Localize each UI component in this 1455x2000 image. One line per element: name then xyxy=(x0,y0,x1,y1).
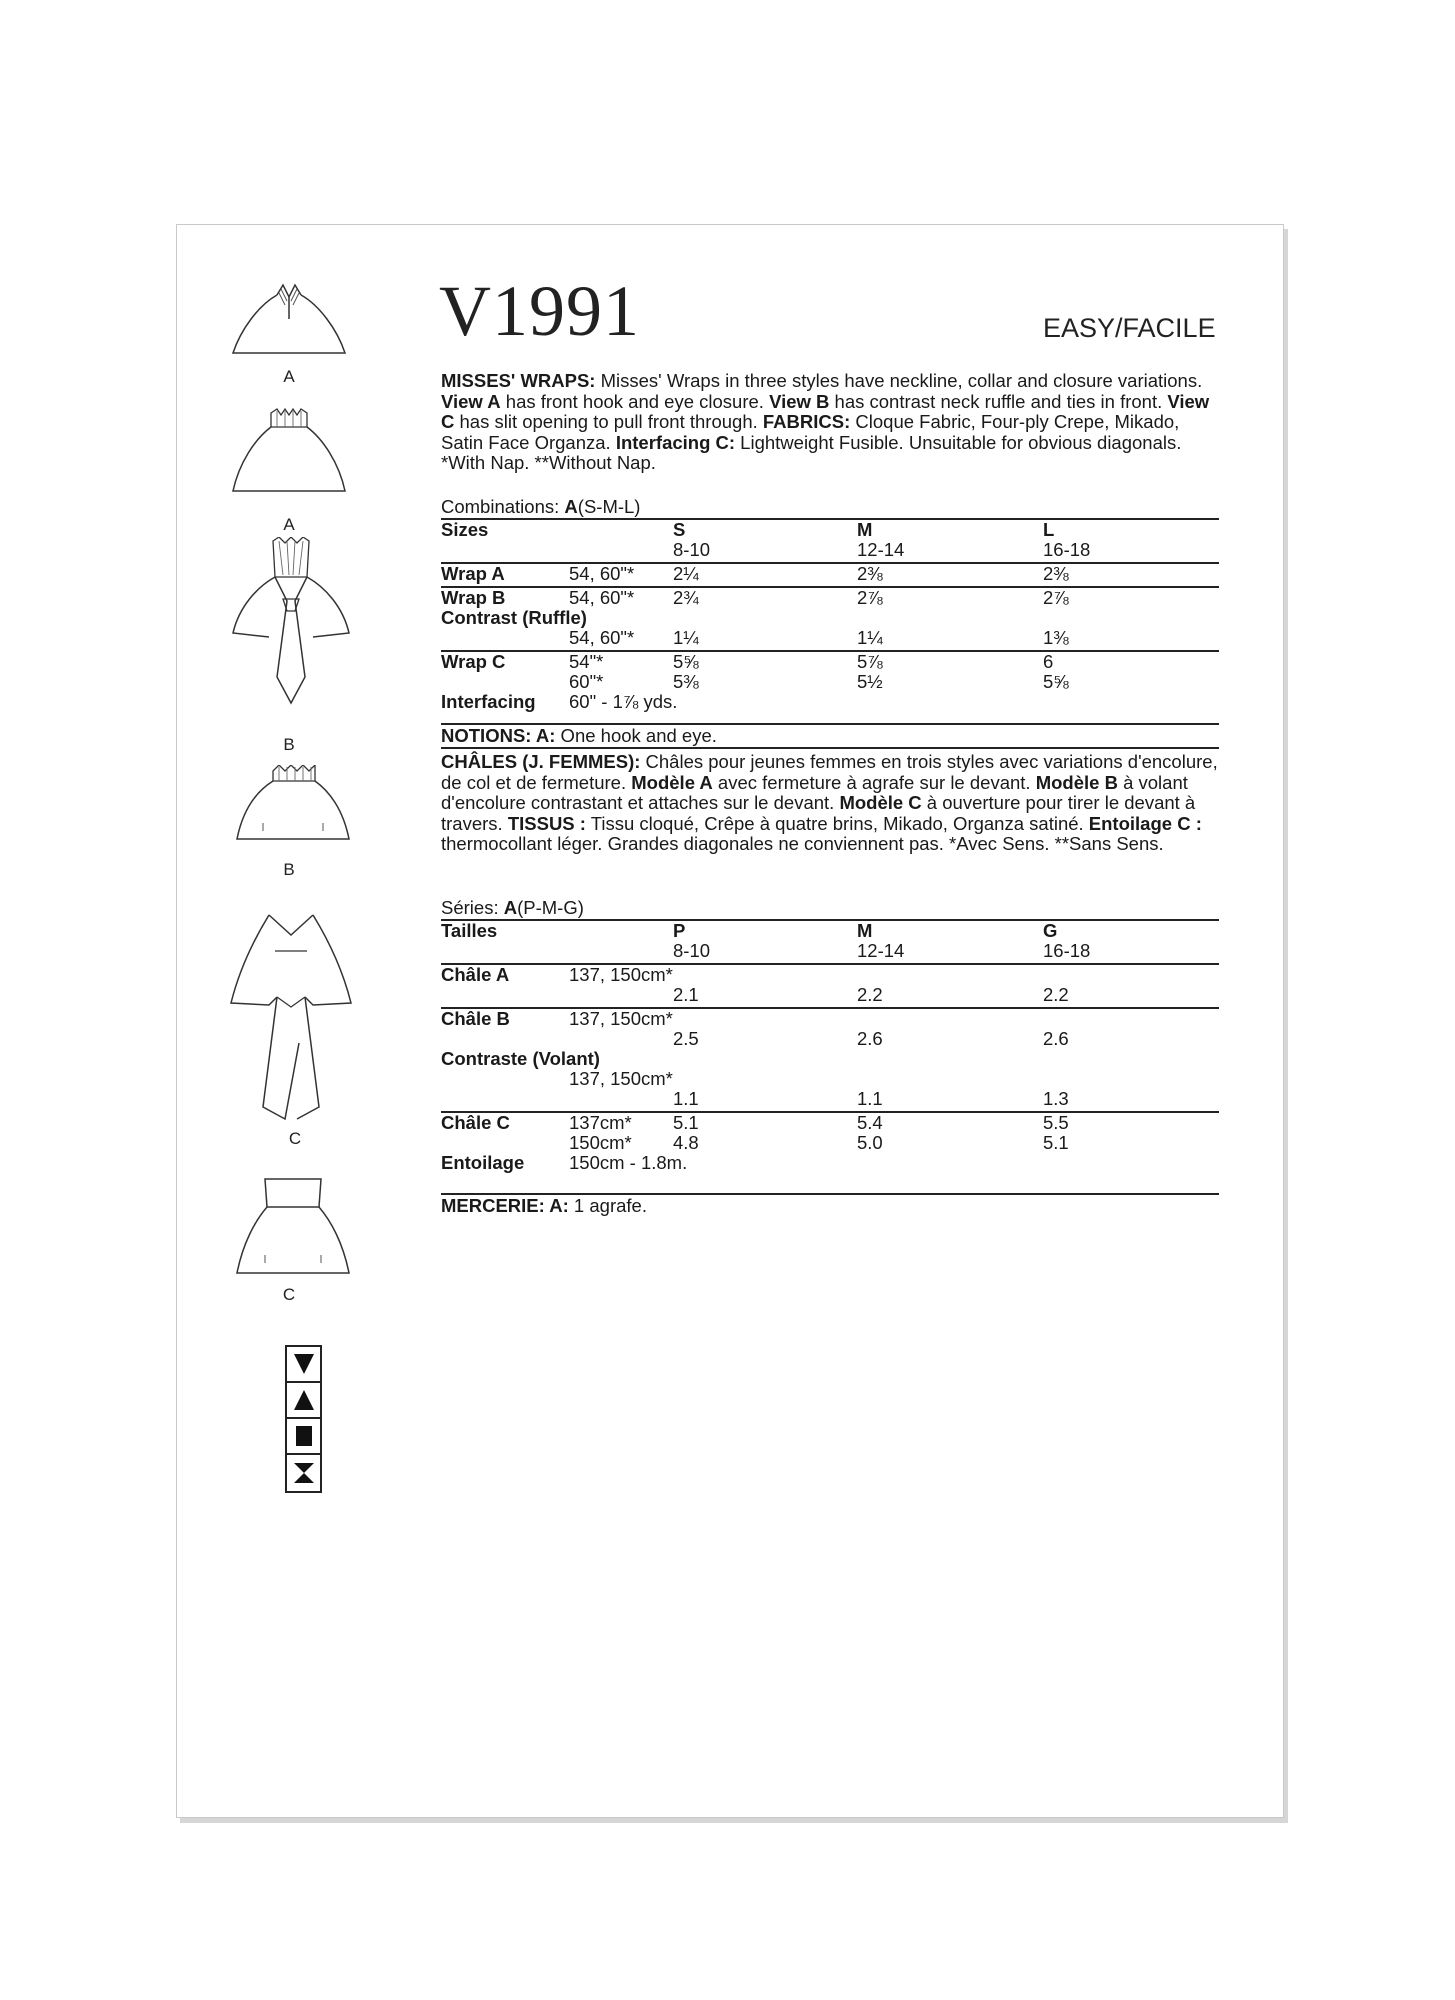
interfacing-value: 60" - 1⅞ yds. xyxy=(569,691,678,712)
row-label: Wrap A xyxy=(441,563,569,587)
metrage-value: 5.5 xyxy=(1043,1112,1219,1133)
description-text: avec fermeture à agrafe sur le devant. xyxy=(712,771,1036,793)
description-text: Lightweight Fusible. Unsuitable for obvious diagonals. *With Nap. **Without Nap. xyxy=(441,431,1182,473)
yardage-value: 2⅜ xyxy=(857,563,1043,587)
fabric-width: 60"* xyxy=(569,671,604,692)
description-text: Châles pour jeunes femmes en trois styles avec variations d'encolure, de col et de fermeture. xyxy=(441,751,1218,793)
table-row xyxy=(441,1008,1219,1029)
description-text: à ouverture pour tirer le devant à travers. xyxy=(441,792,1196,834)
table-row xyxy=(441,1133,1219,1153)
yardage-value: 2⅞ xyxy=(857,587,1043,608)
size-range: 12-14 xyxy=(857,539,905,560)
combo-prefix: Séries: xyxy=(441,897,504,918)
notions-text: 1 agrafe. xyxy=(568,1195,647,1216)
english-description xyxy=(441,371,1221,474)
description-bold: TISSUS : xyxy=(507,812,586,834)
combo-view: A xyxy=(503,897,518,918)
description-text: à volant d'encolure contrastant et attaches sur le devant. xyxy=(441,771,1188,813)
metrage-value: 1.1 xyxy=(673,1088,699,1109)
yardage-value: 5½ xyxy=(857,671,883,692)
yardage-value: 2⅜ xyxy=(1043,563,1219,587)
french-notions xyxy=(441,1193,1219,1216)
fabric-width: 137cm* xyxy=(569,1112,673,1133)
table-header-row xyxy=(441,519,1219,540)
size-letter: G xyxy=(1043,920,1219,941)
pattern-envelope-back xyxy=(176,224,1284,1818)
difficulty-level: EASY/FACILE xyxy=(1043,313,1216,343)
table-row xyxy=(441,964,1219,985)
description-bold: Modèle C xyxy=(839,792,922,813)
view-label: B xyxy=(283,860,295,879)
wrap-b-back-icon xyxy=(233,765,353,849)
pattern-number: V1991 xyxy=(439,271,640,351)
table-row xyxy=(441,1089,1219,1112)
description-text: has slit opening to pull front through. xyxy=(454,411,763,432)
table-row xyxy=(441,1153,1219,1173)
table-row xyxy=(441,985,1219,1008)
description-text: has front hook and eye closure. xyxy=(500,390,770,412)
french-description xyxy=(441,752,1221,855)
yardage-value: 5⅞ xyxy=(857,651,1043,672)
table-row xyxy=(441,692,1219,712)
view-label: C xyxy=(282,1285,296,1304)
table-row xyxy=(441,628,1219,651)
size-letter: M xyxy=(857,920,1043,941)
combo-sizes: (S-M-L) xyxy=(577,496,641,517)
size-letter: M xyxy=(857,519,1043,540)
wrap-b-front-icon xyxy=(229,537,353,707)
yardage-value: 6 xyxy=(1043,651,1219,672)
table-row xyxy=(441,651,1219,672)
sizes-label: Tailles xyxy=(441,920,569,941)
description-bold: Modèle A xyxy=(631,771,713,793)
table-row xyxy=(441,1029,1219,1049)
yardage-value: 2¼ xyxy=(673,563,857,587)
description-bold: Entoilage C : xyxy=(1088,812,1202,834)
view-label: B xyxy=(283,735,295,754)
fabric-width: 54"* xyxy=(569,651,673,672)
wrap-c-back-icon xyxy=(233,1175,353,1279)
combo-prefix: Combinations: xyxy=(441,496,565,517)
yardage-value: 1⅜ xyxy=(1043,627,1069,648)
size-range: 8-10 xyxy=(673,539,711,560)
triangle-up-icon xyxy=(287,1383,320,1419)
view-c-front-drawing xyxy=(229,911,353,1123)
description-title: CHÂLES (J. FEMMES): xyxy=(441,751,641,772)
wrap-a-back-icon xyxy=(229,407,349,497)
sizes-label: Sizes xyxy=(441,519,569,540)
metrage-value: 5.1 xyxy=(1043,1132,1069,1153)
yardage-value: 1¼ xyxy=(857,627,883,648)
size-range: 8-10 xyxy=(673,940,711,961)
table-row xyxy=(441,608,1219,628)
fabric-width: 137, 150cm* xyxy=(569,1008,857,1029)
description-text: Misses' Wraps in three styles have neckline, collar and closure variations. xyxy=(595,370,1203,391)
size-letter: P xyxy=(673,920,857,941)
table-row xyxy=(441,1049,1219,1069)
metrage-value: 5.1 xyxy=(673,1112,857,1133)
metrage-value: 2.1 xyxy=(673,984,699,1005)
row-label: Interfacing xyxy=(441,691,536,712)
description-bold: Modèle B xyxy=(1035,771,1118,793)
yardage-value: 5⅜ xyxy=(673,671,699,692)
row-label: Contraste (Volant) xyxy=(441,1048,600,1069)
metrage-value: 4.8 xyxy=(673,1132,699,1153)
row-label: Wrap B xyxy=(441,587,569,608)
row-label: Contrast (Ruffle) xyxy=(441,607,587,628)
description-bold: View A xyxy=(441,390,501,412)
yardage-value: 5⅝ xyxy=(1043,671,1069,692)
view-label: A xyxy=(283,515,295,534)
table-header-row xyxy=(441,920,1219,941)
wrap-c-front-icon xyxy=(229,911,353,1123)
metrage-value: 2.6 xyxy=(857,1028,883,1049)
french-metrage-table xyxy=(441,919,1219,1173)
description-bold: FABRICS: xyxy=(762,411,851,432)
description-text: has contrast neck ruffle and ties in front. xyxy=(829,390,1168,412)
metrage-value: 2.6 xyxy=(1043,1028,1069,1049)
metrage-value: 5.4 xyxy=(857,1112,1043,1133)
fabric-width: 137, 150cm* xyxy=(569,1068,673,1089)
description-bold: View B xyxy=(769,390,830,412)
metrage-value: 2.5 xyxy=(673,1028,699,1049)
table-row xyxy=(441,540,1219,563)
table-row xyxy=(441,563,1219,587)
yardage-value: 2⅞ xyxy=(1043,587,1219,608)
view-c-back-drawing xyxy=(233,1175,353,1279)
size-letter: S xyxy=(673,519,857,540)
series-line xyxy=(441,897,584,919)
view-a-back-drawing xyxy=(229,407,349,497)
fabric-width: 137, 150cm* xyxy=(569,964,857,985)
yardage-value: 1¼ xyxy=(673,627,699,648)
square-icon xyxy=(287,1419,320,1455)
fabric-width: 54, 60"* xyxy=(569,627,635,648)
row-label: Châle C xyxy=(441,1112,569,1133)
row-label: Châle B xyxy=(441,1008,569,1029)
metrage-value: 1.1 xyxy=(857,1088,883,1109)
hourglass-icon xyxy=(287,1455,320,1491)
size-letter: L xyxy=(1043,519,1219,540)
size-range: 16-18 xyxy=(1043,539,1091,560)
metrage-value: 1.3 xyxy=(1043,1088,1069,1109)
table-row xyxy=(441,672,1219,692)
description-bold: View C xyxy=(441,390,1210,432)
combo-sizes: (P-M-G) xyxy=(517,897,584,918)
description-text: Cloque Fabric, Four-ply Crepe, Mikado, Satin Face Organza. xyxy=(441,411,1180,453)
wrap-a-front-icon xyxy=(229,283,349,359)
size-range: 16-18 xyxy=(1043,940,1091,961)
size-range: 12-14 xyxy=(857,940,905,961)
pattern-symbols xyxy=(285,1345,322,1493)
metrage-value: 5.0 xyxy=(857,1132,883,1153)
notions-label: MERCERIE: A: xyxy=(441,1195,569,1216)
notions-label: NOTIONS: A: xyxy=(441,725,556,746)
description-text: thermocollant léger. Grandes diagonales ne conviennent pas. *Avec Sens. **Sans Sens. xyxy=(441,833,1164,854)
view-b-front-drawing xyxy=(229,537,353,707)
english-notions xyxy=(441,723,1219,749)
description-bold: Interfacing C: xyxy=(615,431,736,453)
english-yardage-table xyxy=(441,518,1219,712)
metrage-value: 2.2 xyxy=(1043,984,1069,1005)
interfacing-value: 150cm - 1.8m. xyxy=(569,1152,688,1173)
view-label: C xyxy=(288,1129,302,1148)
combo-view: A xyxy=(564,496,578,517)
fabric-width: 54, 60"* xyxy=(569,563,673,587)
table-row xyxy=(441,1112,1219,1133)
metrage-value: 2.2 xyxy=(857,984,883,1005)
row-label: Châle A xyxy=(441,964,569,985)
fabric-width: 54, 60"* xyxy=(569,587,673,608)
view-label: A xyxy=(283,367,295,386)
fabric-width: 150cm* xyxy=(569,1132,632,1153)
combinations-line xyxy=(441,496,640,518)
row-label: Wrap C xyxy=(441,651,569,672)
view-b-back-drawing xyxy=(233,765,353,849)
description-title: MISSES' WRAPS: xyxy=(441,370,596,391)
row-label: Entoilage xyxy=(441,1152,525,1173)
description-text: Tissu cloqué, Crêpe à quatre brins, Mikado, Organza satiné. xyxy=(585,812,1089,834)
table-row xyxy=(441,587,1219,608)
yardage-value: 5⅝ xyxy=(673,651,857,672)
notions-text: One hook and eye. xyxy=(555,725,717,746)
triangle-down-icon xyxy=(287,1347,320,1383)
table-row xyxy=(441,1069,1219,1089)
view-a-front-drawing xyxy=(229,283,349,359)
table-row xyxy=(441,941,1219,964)
yardage-value: 2¾ xyxy=(673,587,857,608)
